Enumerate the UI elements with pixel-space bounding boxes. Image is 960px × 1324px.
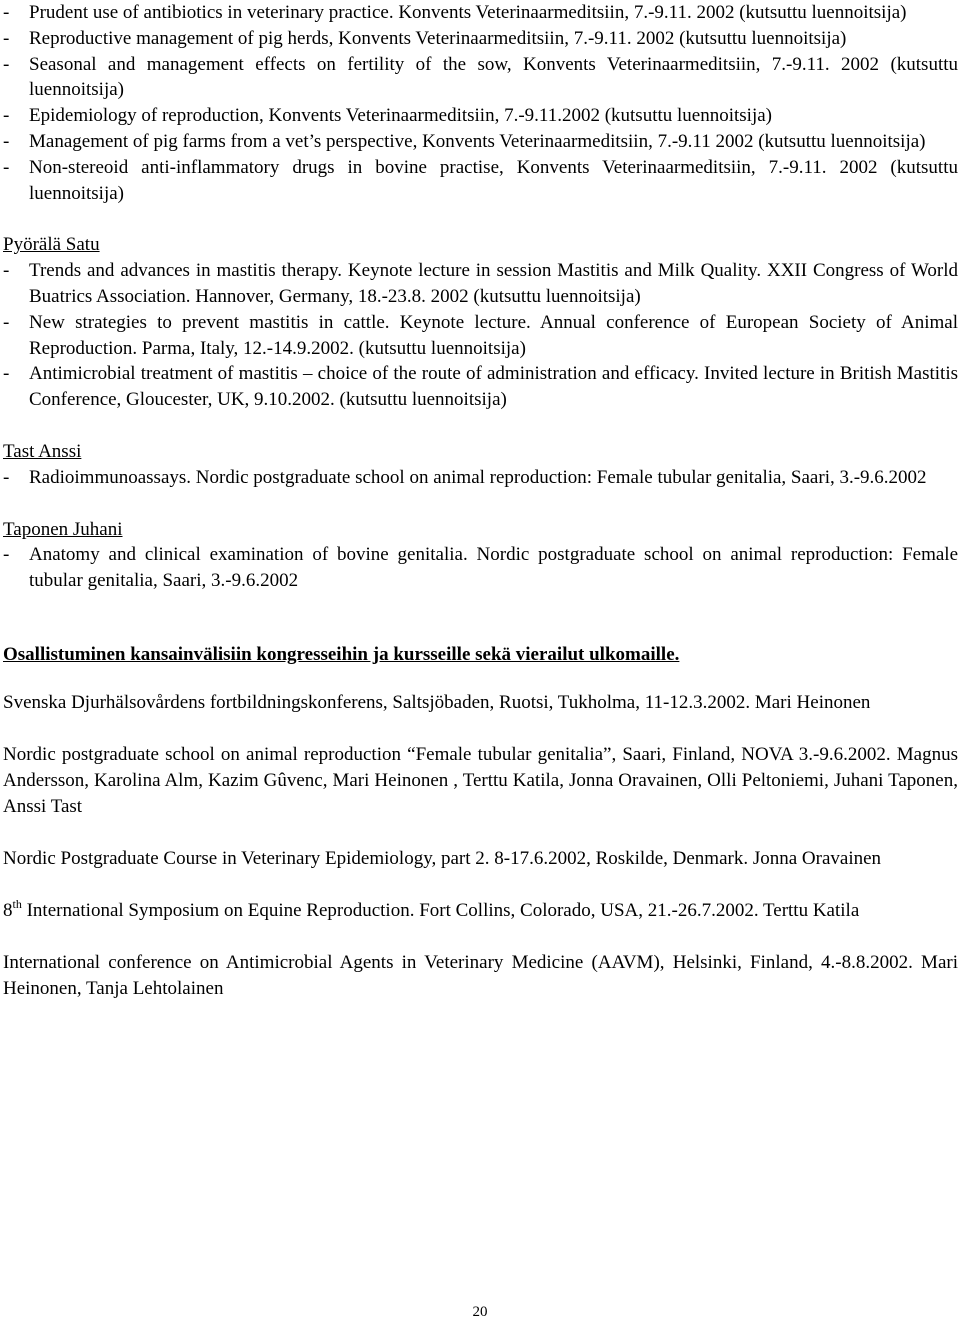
ordinal-number: 8 xyxy=(3,899,13,921)
lecture-list xyxy=(3,258,958,413)
lecture-list xyxy=(3,465,958,491)
person-name: Tast Anssi xyxy=(3,440,82,462)
person-section-tast xyxy=(3,439,958,491)
list-item-text: Management of pig farms from a vet’s perspective, Konvents Veterinaarmeditsiin, 7.-9.11 2002 (kutsuttu luennoitsija) xyxy=(29,130,926,152)
list-item-text: Non-stereoid anti-inflammatory drugs in bovine practise, Konvents Veterinaarmeditsiin, 7.-9.11. 2002 (kutsuttu luennoitsija) xyxy=(29,156,958,204)
lecture-list xyxy=(3,542,958,594)
list-item-text: Prudent use of antibiotics in veterinary practice. Konvents Veterinaarmeditsiin, 7.-9.11. 2002 (kutsuttu luennoitsija) xyxy=(29,2,907,23)
participation-paragraph: Nordic Postgraduate Course in Veterinary Epidemiology, part 2. 8-17.6.2002, Roskilde, Denmark. Jonna Oravainen xyxy=(3,847,882,869)
lecture-list xyxy=(3,0,958,206)
list-item xyxy=(3,103,958,129)
list-item xyxy=(3,26,958,52)
list-item xyxy=(3,0,958,26)
list-dash: - xyxy=(3,466,10,488)
list-dash: - xyxy=(3,2,10,23)
list-dash: - xyxy=(3,53,10,75)
list-item xyxy=(3,361,958,413)
list-item-text: Radioimmunoassays. Nordic postgraduate school on animal reproduction: Female tubular genitalia, Saari, 3.-9.6.2002 xyxy=(29,466,927,488)
list-dash: - xyxy=(3,363,10,385)
list-dash: - xyxy=(3,130,10,152)
list-item xyxy=(3,310,958,362)
list-dash: - xyxy=(3,260,10,282)
list-item xyxy=(3,52,958,104)
page-number: 20 xyxy=(472,1304,488,1320)
participation-paragraph: Nordic postgraduate school on animal reproduction “Female tubular genitalia”, Saari, Finland, NOVA 3.-9.6.2002. Magnus Andersson, Karolina Alm, Kazim Gûvenc, Mari Heinonen , Terttu Katila, Jonna Oravainen, Olli Peltoniemi, Juhani Taponen, Anssi Tast xyxy=(3,743,958,817)
list-item-text: Reproductive management of pig herds, Konvents Veterinaarmeditsiin, 7.-9.11. 2002 (kutsuttu luennoitsija) xyxy=(29,27,847,49)
list-item xyxy=(3,258,958,310)
participation-paragraph xyxy=(3,898,958,924)
list-dash: - xyxy=(3,27,10,49)
participation-paragraph: Svenska Djurhälsovårdens fortbildningskonferens, Saltsjöbaden, Ruotsi, Tukholma, 11-12.3.2002. Mari Heinonen xyxy=(3,691,871,713)
list-item xyxy=(3,129,958,155)
list-dash: - xyxy=(3,156,10,178)
list-dash: - xyxy=(3,544,10,566)
person-section-pyorala xyxy=(3,232,958,413)
list-item-text: Seasonal and management effects on fertility of the sow, Konvents Veterinaarmeditsiin, 7.-9.11. 2002 (kutsuttu luennoitsija) xyxy=(29,53,958,101)
person-name: Taponen Juhani xyxy=(3,518,123,540)
list-dash: - xyxy=(3,311,10,333)
participation-paragraph: International conference on Antimicrobial Agents in Veterinary Medicine (AAVM), Helsinki, Finland, 4.-8.8.2002. Mari Heinonen, Tanja Lehtolainen xyxy=(3,951,958,999)
list-item-text: Trends and advances in mastitis therapy. Keynote lecture in session Mastitis and Milk Quality. XXII Congress of World Buatrics Association. Hannover, Germany, 18.-23.8. 2002 (kutsuttu luennoitsija) xyxy=(29,260,958,307)
list-item-text: Epidemiology of reproduction, Konvents Veterinaarmeditsiin, 7.-9.11.2002 (kutsuttu luennoitsija) xyxy=(29,105,772,127)
paragraph-text: International Symposium on Equine Reproduction. Fort Collins, Colorado, USA, 21.-26.7.2002. Terttu Katila xyxy=(21,899,860,921)
person-name: Pyörälä Satu xyxy=(3,234,100,256)
list-item xyxy=(3,155,958,207)
list-item-text: New strategies to prevent mastitis in cattle. Keynote lecture. Annual conference of European Society of Animal Reproduction. Parma, Italy, 12.-14.9.2002. (kutsuttu luennoitsija) xyxy=(29,311,958,359)
person-section-taponen xyxy=(3,517,958,594)
list-item-text: Antimicrobial treatment of mastitis – choice of the route of administration and efficacy. Invited lecture in British Mastitis Conference, Gloucester, UK, 9.10.2002. (kutsuttu luennoitsija) xyxy=(29,363,958,411)
section-heading: Osallistuminen kansainvälisiin kongresseihin ja kursseille sekä vierailut ulkomaille. xyxy=(3,643,680,665)
ordinal-suffix: th xyxy=(12,896,22,911)
list-item xyxy=(3,465,958,491)
document-page xyxy=(3,0,958,1021)
list-dash: - xyxy=(3,105,10,127)
list-item xyxy=(3,542,958,594)
list-item-text: Anatomy and clinical examination of bovine genitalia. Nordic postgraduate school on animal reproduction: Female tubular genitalia, Saari, 3.-9.6.2002 xyxy=(29,544,958,592)
